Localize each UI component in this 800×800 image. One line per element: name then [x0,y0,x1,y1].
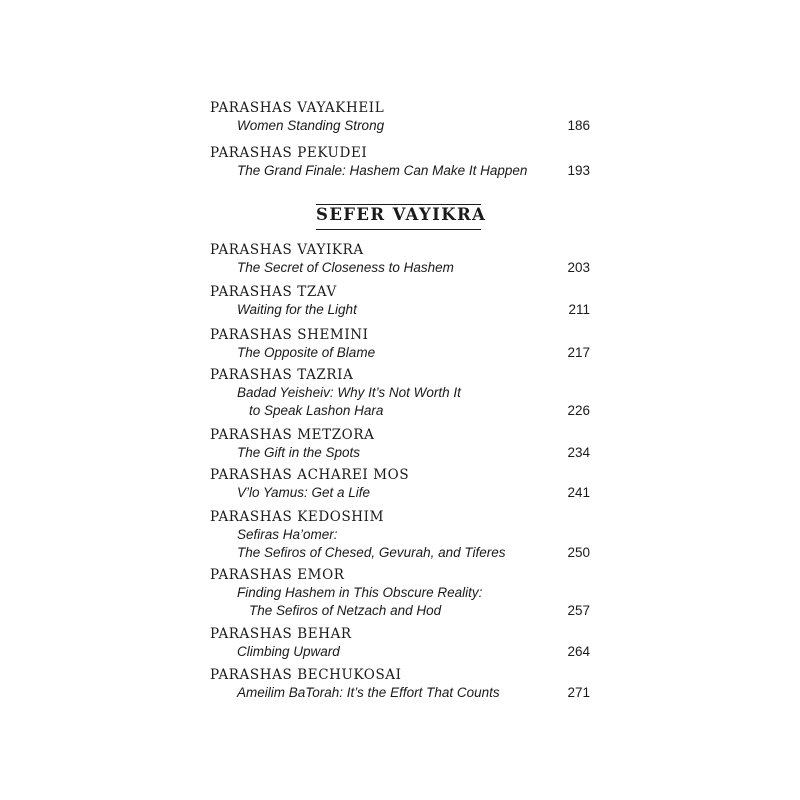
chapter-title-line2: The Sefiros of Netzach and Hod [249,603,442,618]
chapter-line [210,684,590,702]
page-number: 241 [567,485,590,500]
chapter-title-line2: to Speak Lashon Hara [249,403,384,418]
toc-entry-pekudei [210,144,590,180]
toc-entry-tazria [210,366,590,420]
parasha-name: PARASHAS BEHAR [210,626,352,642]
chapter-title-line1: Finding Hashem in This Obscure Reality: [237,585,483,600]
chapter-line [210,301,590,319]
toc-entry-vayakheil [210,99,590,135]
chapter-title-line1: Badad Yeisheiv: Why It’s Not Worth It [237,385,461,400]
parasha-name: PARASHAS EMOR [210,567,345,583]
chapter-title: The Secret of Closeness to Hashem [237,260,454,275]
chapter-line [210,526,590,544]
page-number: 193 [567,163,590,178]
chapter-line [210,344,590,362]
parasha-name: PARASHAS TZAV [210,284,337,300]
parasha-name: PARASHAS ACHAREI MOS [210,467,410,483]
chapter-line [210,402,590,420]
parasha-name: PARASHAS TAZRIA [210,367,354,383]
parasha-name: PARASHAS KEDOSHIM [210,509,385,525]
page-number: 257 [567,603,590,618]
chapter-title: The Gift in the Spots [237,445,361,460]
toc-entry-vayikra [210,241,590,277]
chapter-line [210,384,590,402]
page-number: 250 [567,545,590,560]
toc-entry-emor [210,566,590,620]
chapter-title: Ameilim BaTorah: It’s the Effort That Counts [237,685,500,700]
chapter-title: Women Standing Strong [237,118,385,133]
chapter-title-line1: Sefiras Ha’omer: [237,527,338,542]
chapter-title: V’lo Yamus: Get a Life [237,485,371,500]
parasha-name: PARASHAS SHEMINI [210,327,369,343]
chapter-line [210,643,590,661]
parasha-name: PARASHAS METZORA [210,427,375,443]
toc-entry-bechukosai [210,666,590,702]
chapter-line [210,259,590,277]
page-number: 203 [567,260,590,275]
chapter-line [210,602,590,620]
chapter-title: The Grand Finale: Hashem Can Make It Happen [237,163,528,178]
parasha-name: PARASHAS VAYAKHEIL [210,100,385,116]
parasha-name: PARASHAS PEKUDEI [210,145,368,161]
chapter-line [210,484,590,502]
chapter-title-line2: The Sefiros of Chesed, Gevurah, and Tiferes [237,545,506,560]
chapter-line [210,584,590,602]
toc-entry-shemini [210,326,590,362]
page-number: 264 [567,644,590,659]
toc-entry-kedoshim [210,508,590,562]
toc-entry-behar [210,625,590,661]
page-number: 271 [567,685,590,700]
page-number: 234 [567,445,590,460]
chapter-title: Waiting for the Light [237,302,357,317]
chapter-line [210,117,590,135]
chapter-title: Climbing Upward [237,644,340,659]
chapter-line [210,544,590,562]
page-number: 226 [567,403,590,418]
page-number: 186 [567,118,590,133]
toc-entry-acharei-mos [210,466,590,502]
toc-entry-tzav [210,283,590,319]
toc-entry-metzora [210,426,590,462]
sefer-heading: SEFER VAYIKRA [316,205,487,224]
page-number: 211 [568,302,590,317]
chapter-title: The Opposite of Blame [237,345,376,360]
parasha-name: PARASHAS BECHUKOSAI [210,667,402,683]
heading-rule-bottom [316,229,481,230]
parasha-name: PARASHAS VAYIKRA [210,242,364,258]
chapter-line [210,444,590,462]
page-number: 217 [567,345,590,360]
chapter-line [210,162,590,180]
